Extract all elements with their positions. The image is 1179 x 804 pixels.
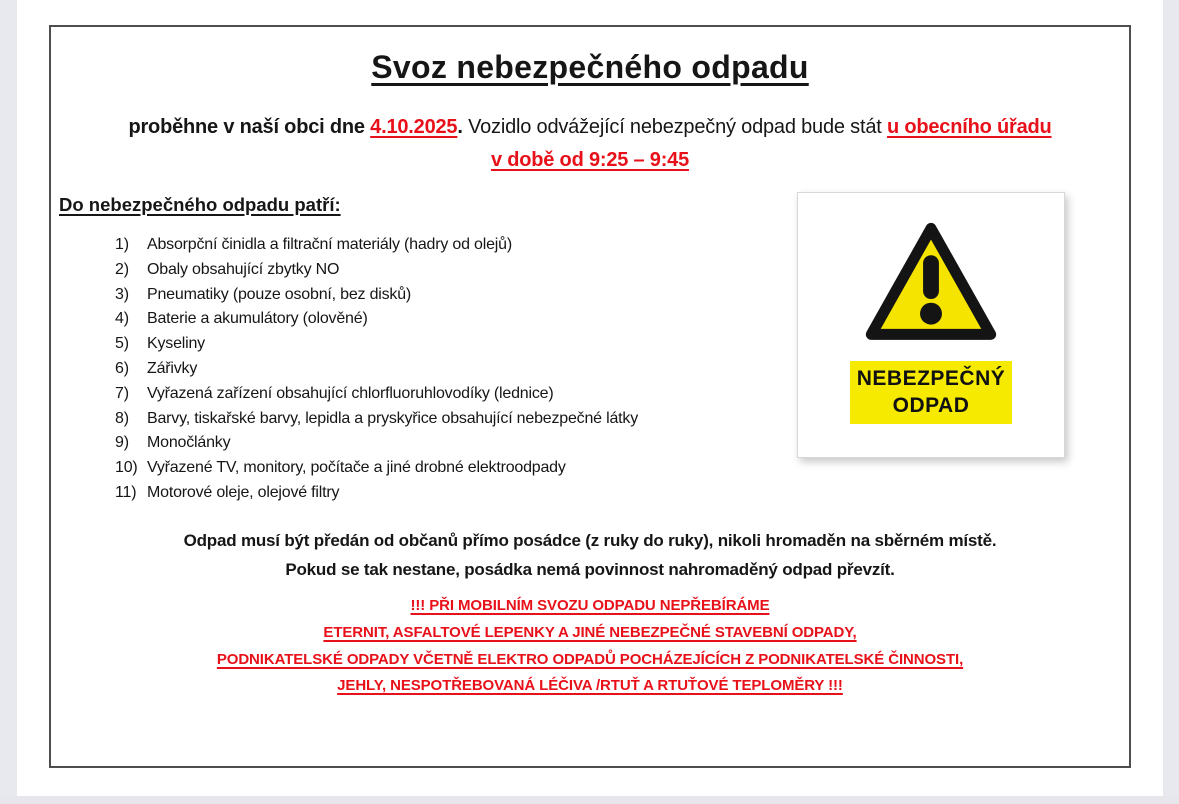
- warning-triangle-icon: [864, 221, 998, 343]
- list-item: [115, 456, 735, 481]
- hazardous-waste-sign: [797, 192, 1065, 458]
- list-item-text: Zářivky: [147, 359, 198, 377]
- warning-line2: ETERNIT, ASFALTOVÉ LEPENKY A JINÉ NEBEZPEČNÉ STAVEBNÍ ODPADY,: [323, 623, 857, 641]
- list-item-number: 1): [115, 236, 129, 253]
- list-item-number: 11): [115, 483, 137, 501]
- list-item: [115, 233, 735, 258]
- list-item: [115, 307, 735, 332]
- list-item: [115, 382, 735, 407]
- not-accepted-warning: [51, 593, 1129, 700]
- collection-time: v době od 9:25 – 9:45: [490, 149, 690, 171]
- list-item-text: Vyřazená zařízení obsahující chlorfluoruhlovodíky (lednice): [147, 384, 554, 402]
- list-item-number: 3): [115, 285, 129, 303]
- list-item-text: Obaly obsahující zbytky NO: [147, 260, 340, 278]
- viewer-gutter-right: [1163, 0, 1179, 804]
- list-item-number: 5): [115, 335, 129, 353]
- list-item-text: Absorpční činidla a filtrační materiály (hadry od olejů): [147, 236, 512, 253]
- warning-line1: !!! PŘI MOBILNÍM SVOZU ODPADU NEPŘEBÍRÁME: [410, 597, 770, 614]
- list-item-text: Barvy, tiskařské barvy, lepidla a pryskyřice obsahující nebezpečné látky: [147, 409, 639, 427]
- list-item-text: Motorové oleje, olejové filtry: [147, 483, 340, 501]
- warning-line3: PODNIKATELSKÉ ODPADY VČETNĚ ELEKTRO ODPADŮ POCHÁZEJÍCÍCH Z PODNIKATELSKÉ ČINNOSTI,: [216, 650, 964, 668]
- list-item: [115, 431, 735, 456]
- list-item: [115, 332, 735, 357]
- list-item: [115, 258, 735, 283]
- list-item-text: Vyřazené TV, monitory, počítače a jiné drobné elektroodpady: [147, 459, 566, 477]
- list-item: [115, 407, 735, 432]
- hazardous-waste-list: [115, 233, 735, 506]
- list-item-number: 4): [115, 310, 129, 328]
- notice-line2: Pokud se tak nestane, posádka nemá povinnost nahromaděný odpad převzít.: [285, 560, 895, 579]
- intro-vehicle-text: Vozidlo odvážející nebezpečný odpad bude stát: [468, 116, 887, 138]
- sign-label: [850, 361, 1012, 424]
- list-item: [115, 283, 735, 308]
- list-item: [115, 481, 735, 506]
- sign-label-line2: ODPAD: [892, 394, 970, 417]
- handover-notice: [51, 526, 1129, 584]
- list-item-number: 10): [115, 459, 138, 477]
- list-item-text: Kyseliny: [147, 335, 205, 353]
- sign-label-line1: NEBEZPEČNÝ: [856, 367, 1006, 390]
- list-item-number: 9): [115, 434, 129, 452]
- document-title-row: [51, 49, 1129, 86]
- list-item-number: 2): [115, 260, 129, 278]
- intro-paragraph: [75, 111, 1105, 177]
- page-title: Svoz nebezpečného odpadu: [371, 49, 809, 85]
- viewer-gutter-left: [0, 0, 17, 797]
- collection-date: 4.10.2025: [370, 116, 458, 138]
- list-item-text: Pneumatiky (pouze osobní, bez disků): [147, 285, 412, 303]
- collection-location: u obecního úřadu: [886, 116, 1052, 138]
- intro-period: .: [457, 116, 469, 138]
- list-item-number: 6): [115, 359, 129, 377]
- list-item-text: Monočlánky: [147, 434, 231, 452]
- notice-line1: Odpad musí být předán od občanů přímo posádce (z ruky do ruky), nikoli hromaděn na sběrném místě.: [183, 531, 997, 550]
- list-item-text: Baterie a akumulátory (olověné): [147, 310, 368, 328]
- viewer-gutter-bottom: [0, 796, 1179, 804]
- list-item-number: 8): [115, 409, 129, 427]
- list-item: [115, 357, 735, 382]
- list-item-number: 7): [115, 384, 129, 402]
- notice-document: [49, 25, 1131, 768]
- intro-prefix: proběhne v naší obci dne: [128, 116, 371, 138]
- warning-line4: JEHLY, NESPOTŘEBOVANÁ LÉČIVA /RTUŤ A RTUŤOVÉ TEPLOMĚRY !!!: [337, 677, 843, 695]
- list-heading: Do nebezpečného odpadu patří:: [59, 194, 341, 215]
